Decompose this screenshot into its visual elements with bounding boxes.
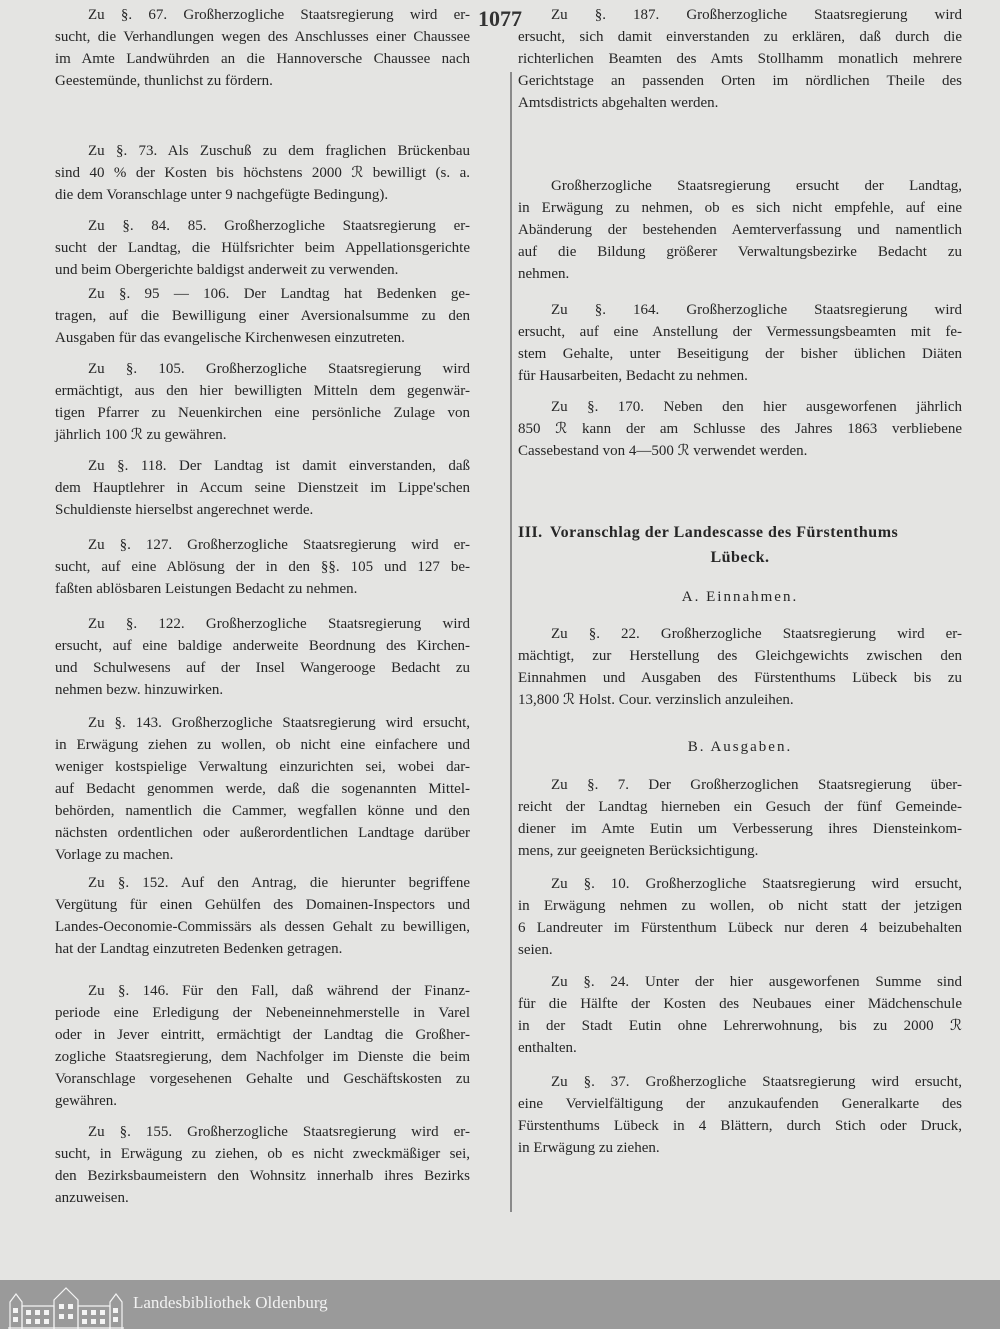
text-line: im Amte Landwührden an die Hannoversche Chaussee nach bbox=[55, 51, 470, 67]
text-line: ersucht, sich damit einverstanden zu erklären, daß durch die bbox=[518, 29, 962, 45]
text-line: in Erwägung zu nehmen, ob es sich nicht empfehle, auf eine bbox=[518, 200, 962, 216]
text-line: sucht der Landtag, die Hülfsrichter beim Appellationsgerichte bbox=[55, 240, 470, 256]
text-line: Zu §. 143. Großherzogliche Staatsregierung wird ersucht, bbox=[88, 715, 470, 731]
text-line: sucht, in Erwägung zu ziehen, ob es nicht zweckmäßiger sei, bbox=[55, 1146, 470, 1162]
text-line: faßten ablösbaren Leistungen Bedacht zu nehmen. bbox=[55, 581, 358, 597]
text-line: ersucht, auf eine Anstellung der Vermessungsbeamten mit fe- bbox=[518, 324, 962, 340]
text-line: nehmen bezw. hinzuwirken. bbox=[55, 682, 224, 698]
paragraph bbox=[55, 534, 470, 600]
text-line: diener im Amte Eutin um Verbesserung ihres Diensteinkom- bbox=[518, 821, 962, 837]
paragraph bbox=[55, 980, 470, 1112]
text-line: in Erwägung nehmen zu wollen, ob nicht statt der jetzigen bbox=[518, 898, 962, 914]
paragraph bbox=[55, 872, 470, 960]
text-line: Landes-Oeconomie-Commissärs als dessen Gehalt zu bewilligen, bbox=[55, 919, 470, 935]
text-line: Zu §. 37. Großherzogliche Staatsregierung wird ersucht, bbox=[551, 1074, 962, 1090]
paragraph bbox=[55, 215, 470, 281]
paragraph bbox=[518, 396, 962, 462]
text-line: sind 40 % der Kosten bis höchstens 2000 ℛ bewilligt (s. a. bbox=[55, 165, 470, 181]
paragraph bbox=[55, 358, 470, 446]
paragraph bbox=[55, 1121, 470, 1209]
text-line: 13,800 ℛ Holst. Cour. verzinslich anzuleihen. bbox=[518, 692, 794, 708]
text-line: sucht, die Verhandlungen wegen des Anschlusses einer Chaussee bbox=[55, 29, 470, 45]
text-line: in Erwägung ziehen zu wollen, ob nicht eine einfachere und bbox=[55, 737, 470, 753]
text-line: Zu §. 187. Großherzogliche Staatsregierung wird bbox=[551, 7, 962, 23]
text-line: jährlich 100 ℛ zu gewähren. bbox=[55, 427, 227, 443]
paragraph bbox=[518, 623, 962, 711]
text-line: behörden, namentlich die Cammer, wegfallen könne und den bbox=[55, 803, 470, 819]
text-line: Ausgaben für das evangelische Kirchenwesen einzutreten. bbox=[55, 330, 405, 346]
text-line: Zu §. 24. Unter der hier ausgeworfenen Summe sind bbox=[551, 974, 962, 990]
text-line: nächsten ordentlichen oder außerordentlichen Landtage darüber bbox=[55, 825, 470, 841]
text-line: seien. bbox=[518, 942, 553, 958]
footer-bar bbox=[0, 1280, 1000, 1329]
text-line: hat der Landtag einzutreten Bedenken getragen. bbox=[55, 941, 343, 957]
text-line: für Hausarbeiten, Bedacht zu nehmen. bbox=[518, 368, 748, 384]
paragraph bbox=[55, 712, 470, 866]
text-line: Zu §. 10. Großherzogliche Staatsregierung wird ersucht, bbox=[551, 876, 962, 892]
text-line: auf die Bildung größerer Verwaltungsbezirke Bedacht zu bbox=[518, 244, 962, 260]
library-building-logo bbox=[6, 1284, 124, 1329]
text-line: Zu §. 152. Auf den Antrag, die hierunter begriffene bbox=[88, 875, 470, 891]
text-line: Zu §. 95 — 106. Der Landtag hat Bedenken ge- bbox=[88, 286, 470, 302]
library-name: Landesbibliothek Oldenburg bbox=[133, 1293, 328, 1312]
column-divider bbox=[510, 72, 512, 1212]
text-line: für die Hälfte der Kosten des Neubaues einer Mädchenschule bbox=[518, 996, 962, 1012]
text-line: in der Stadt Eutin ohne Lehrerwohnung, bis zu 2000 ℛ bbox=[518, 1018, 962, 1034]
text-line: tigen Pfarrer zu Neuenkirchen eine persönliche Zulage von bbox=[55, 405, 470, 421]
text-line: Geestemünde, thunlichst zu fördern. bbox=[55, 73, 273, 89]
text-line: Zu §. 127. Großherzogliche Staatsregierung wird er- bbox=[88, 537, 470, 553]
text-line: in Erwägung zu ziehen. bbox=[518, 1140, 660, 1156]
text-line: Zu §. 22. Großherzogliche Staatsregierung wird er- bbox=[551, 626, 962, 642]
text-line: Abänderung der bestehenden Aemterverfassung und namentlich bbox=[518, 222, 962, 238]
paragraph bbox=[55, 140, 470, 206]
text-line: gewähren. bbox=[55, 1093, 118, 1109]
text-line: tragen, auf die Bewilligung einer Aversionalsumme zu den bbox=[55, 308, 470, 324]
section-title-cont: Lübeck. bbox=[710, 549, 770, 566]
text-line: Gerichtstage an passenden Orten im nördlichen Theile des bbox=[518, 73, 962, 89]
text-line: ermächtigt, aus den hier bewilligten Mitteln dem gegenwär- bbox=[55, 383, 470, 399]
text-line: Großherzogliche Staatsregierung ersucht der Landtag, bbox=[551, 178, 962, 194]
section-number: III. bbox=[518, 524, 543, 541]
text-line: Einnahmen und Ausgaben des Fürstenthums Lübeck bis zu bbox=[518, 670, 962, 686]
paragraph bbox=[518, 1071, 962, 1159]
text-line: Zu §. 7. Der Großherzoglichen Staatsregierung über- bbox=[551, 777, 962, 793]
text-line: nehmen. bbox=[518, 266, 570, 282]
text-line: Zu §. 67. Großherzogliche Staatsregierung wird er- bbox=[88, 7, 470, 23]
paragraph bbox=[518, 774, 962, 862]
text-line: stem Gehalte, unter Beseitigung der bisher üblichen Diäten bbox=[518, 346, 962, 362]
text-line: oder in Jever eintritt, ermächtigt der Landtag die Großher- bbox=[55, 1027, 470, 1043]
paragraph bbox=[55, 283, 470, 349]
text-line: zogliche Staatsregierung, dem Nachfolger im Dienste die beim bbox=[55, 1049, 470, 1065]
text-line: 850 ℛ kann der am Schlusse des Jahres 1863 verbliebene bbox=[518, 421, 962, 437]
text-line: Schuldienste hierselbst angerechnet werde. bbox=[55, 502, 314, 518]
paragraph bbox=[55, 613, 470, 701]
text-line: Cassebestand von 4—500 ℛ verwendet werden. bbox=[518, 443, 808, 459]
page-number: 1077 bbox=[478, 6, 522, 31]
paragraph bbox=[518, 4, 962, 114]
paragraph bbox=[55, 455, 470, 521]
paragraph bbox=[518, 175, 962, 285]
text-line: den Bezirksbaumeistern den Wohnsitz innerhalb ihres Bezirks bbox=[55, 1168, 470, 1184]
text-line: Zu §. 84. 85. Großherzogliche Staatsregierung er- bbox=[88, 218, 470, 234]
text-line: Zu §. 73. Als Zuschuß zu dem fraglichen Brückenbau bbox=[88, 143, 470, 159]
subsection-ausgaben: B. Ausgaben. bbox=[687, 739, 793, 755]
text-line: und Schulwesens auf der Insel Wangerooge Bedacht zu bbox=[55, 660, 470, 676]
paragraph bbox=[518, 299, 962, 387]
text-line: auf Bedacht genommen werde, daß die sogenannten Mittel- bbox=[55, 781, 470, 797]
text-line: enthalten. bbox=[518, 1040, 577, 1056]
text-line: Amtsdistricts abgehalten werden. bbox=[518, 95, 719, 111]
text-line: reicht der Landtag hierneben ein Gesuch der fünf Gemeinde- bbox=[518, 799, 962, 815]
text-line: mächtigt, zur Herstellung des Gleichgewichts zwischen den bbox=[518, 648, 962, 664]
text-line: ersucht, auf eine baldige anderweite Beordnung des Kirchen- bbox=[55, 638, 470, 654]
text-line: Zu §. 155. Großherzogliche Staatsregierung wird er- bbox=[88, 1124, 470, 1140]
text-line: Zu §. 122. Großherzogliche Staatsregierung wird bbox=[88, 616, 470, 632]
subsection-einnahmen: A. Einnahmen. bbox=[681, 589, 799, 605]
text-line: Zu §. 146. Für den Fall, daß während der Finanz- bbox=[88, 983, 470, 999]
text-line: Vergütung für einen Gehülfen des Domainen-Inspectors und bbox=[55, 897, 470, 913]
text-line: Vorlage zu machen. bbox=[55, 847, 174, 863]
text-line: periode eine Erledigung der Nebeneinnehmerstelle in Varel bbox=[55, 1005, 470, 1021]
paragraph bbox=[518, 873, 962, 961]
text-line: dem Hauptlehrer in Accum seine Dienstzeit im Lippe'schen bbox=[55, 480, 470, 496]
text-line: Zu §. 105. Großherzogliche Staatsregierung wird bbox=[88, 361, 470, 377]
paragraph bbox=[55, 4, 470, 92]
text-line: weniger kostspielige Verwaltung einzurichten sei, wobei dar- bbox=[55, 759, 470, 775]
text-line: Zu §. 118. Der Landtag ist damit einverstanden, daß bbox=[88, 458, 470, 474]
text-line: und beim Obergerichte baldigst anderweit zu verwenden. bbox=[55, 262, 399, 278]
text-line: Zu §. 170. Neben den hier ausgeworfenen jährlich bbox=[551, 399, 962, 415]
paragraph bbox=[518, 971, 962, 1059]
section-title: Voranschlag der Landescasse des Fürstenthums bbox=[550, 524, 899, 541]
text-line: 6 Landreuter im Fürstenthum Lübeck nur deren 4 beizubehalten bbox=[518, 920, 962, 936]
text-line: anzuweisen. bbox=[55, 1190, 129, 1206]
text-line: Fürstenthums Lübeck in 4 Blättern, durch Stich oder Druck, bbox=[518, 1118, 962, 1134]
text-line: mens, zur geeigneten Berücksichtigung. bbox=[518, 843, 759, 859]
text-line: Voranschlage vorgesehenen Gehalte und Geschäftskosten zu bbox=[55, 1071, 470, 1087]
text-line: die dem Voranschlage unter 9 nachgefügte Bedingung). bbox=[55, 187, 389, 203]
text-line: eine Vervielfältigung der anzukaufenden Generalkarte des bbox=[518, 1096, 962, 1112]
text-line: sucht, auf eine Ablösung der in den §§. 105 und 127 be- bbox=[55, 559, 470, 575]
text-line: Zu §. 164. Großherzogliche Staatsregierung wird bbox=[551, 302, 962, 318]
text-line: richterlichen Beamten des Amts Stollhamm monatlich mehrere bbox=[518, 51, 962, 67]
